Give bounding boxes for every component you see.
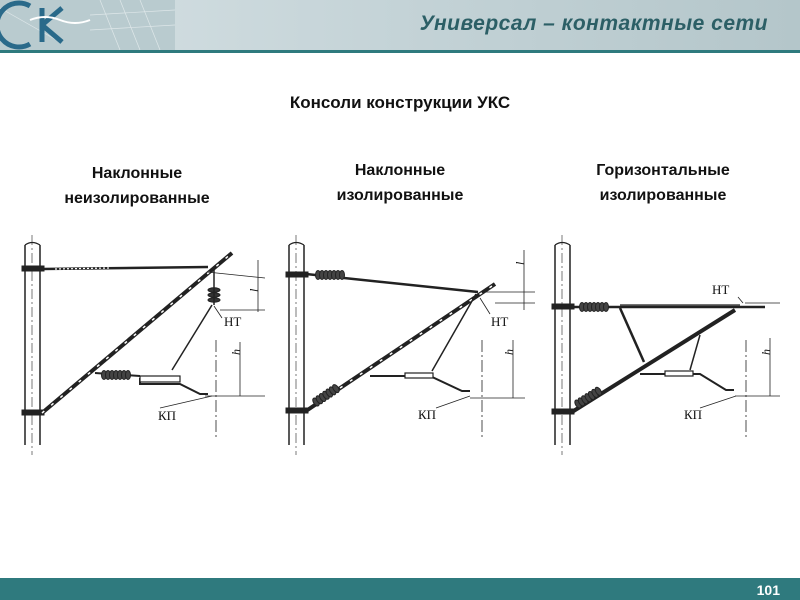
lower-arm	[95, 371, 208, 395]
label-hk-1: h	[229, 349, 243, 355]
label-hk-2: h	[502, 349, 516, 355]
support-pole	[289, 235, 304, 455]
dimension-lines	[470, 250, 535, 440]
label-ln-1: l	[247, 288, 261, 292]
page-number: 101	[756, 582, 780, 598]
label-kp-1: КП	[158, 408, 177, 423]
header-title: Универсал – контактные сети	[419, 12, 768, 35]
drawing-inclined-uninsulated	[22, 235, 265, 455]
insulator-string	[208, 270, 220, 305]
label-kp-2: КП	[418, 407, 437, 422]
caption-line: изолированные	[599, 187, 727, 204]
leader-lines	[700, 297, 743, 408]
label-hk-3: h	[759, 349, 773, 355]
label-kp-3: КП	[684, 407, 703, 422]
lower-arm	[370, 373, 470, 391]
tie-rod	[306, 271, 478, 293]
label-nt-3: НТ	[712, 282, 730, 297]
lower-arm	[640, 371, 734, 390]
leader-lines	[160, 306, 222, 408]
label-nt-2: НТ	[491, 314, 509, 329]
slide-title: Консоли конструкции УКС	[289, 93, 511, 112]
drawing-inclined-insulated	[286, 235, 535, 455]
tie-rod	[42, 267, 208, 269]
label-ln-2: l	[513, 261, 527, 265]
fixator-strut	[172, 305, 212, 370]
support-pole	[555, 235, 570, 455]
diagonal-brace	[620, 308, 644, 362]
horizontal-rod	[572, 303, 765, 312]
fixator-strut	[432, 294, 476, 371]
caption-line: Горизонтальные	[596, 162, 730, 179]
caption-line: изолированные	[336, 187, 464, 204]
caption-line: Наклонные	[354, 162, 446, 179]
fixator-strut	[690, 335, 700, 370]
caption-line: Наклонные	[91, 165, 183, 182]
caption-line: неизолированные	[64, 190, 210, 207]
label-nt-1: НТ	[224, 314, 242, 329]
dimension-lines	[735, 303, 780, 440]
inclined-strut	[572, 310, 735, 412]
inclined-bracket	[42, 253, 232, 413]
drawing-horizontal-insulated	[552, 235, 780, 455]
footer-bar	[0, 578, 800, 600]
